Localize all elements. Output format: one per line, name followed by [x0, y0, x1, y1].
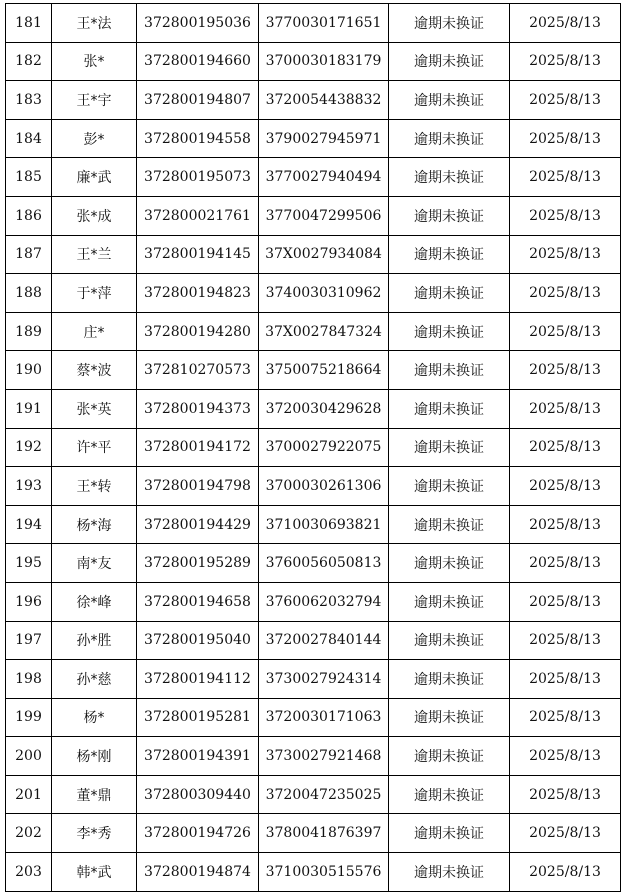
license-number-cell: 3720030429628 [259, 389, 389, 428]
table-row [6, 737, 621, 776]
row-number-cell: 203 [6, 853, 52, 892]
status-cell: 逾期未换证 [389, 42, 510, 81]
id-number-cell: 372800195040 [137, 621, 259, 660]
license-number-cell: 3770027940494 [259, 158, 389, 197]
date-cell: 2025/8/13 [510, 467, 621, 506]
license-number-cell: 3720054438832 [259, 81, 389, 120]
table-row [6, 81, 621, 120]
status-cell: 逾期未换证 [389, 274, 510, 313]
row-number-cell: 202 [6, 814, 52, 853]
date-cell: 2025/8/13 [510, 235, 621, 274]
id-number-cell: 372800194112 [137, 660, 259, 699]
row-number-cell: 195 [6, 544, 52, 583]
name-cell: 王*宇 [52, 81, 137, 120]
records-table [5, 3, 621, 892]
license-number-cell: 3770047299506 [259, 196, 389, 235]
table-row [6, 544, 621, 583]
name-cell: 董*鼎 [52, 775, 137, 814]
table-row [6, 621, 621, 660]
id-number-cell: 372810270573 [137, 351, 259, 390]
row-number-cell: 190 [6, 351, 52, 390]
table-row [6, 389, 621, 428]
status-cell: 逾期未换证 [389, 544, 510, 583]
license-number-cell: 3720030171063 [259, 698, 389, 737]
table-row [6, 235, 621, 274]
license-number-cell: 37X0027934084 [259, 235, 389, 274]
name-cell: 韩*武 [52, 853, 137, 892]
name-cell: 南*友 [52, 544, 137, 583]
table-row [6, 158, 621, 197]
status-cell: 逾期未换证 [389, 389, 510, 428]
date-cell: 2025/8/13 [510, 544, 621, 583]
status-cell: 逾期未换证 [389, 775, 510, 814]
date-cell: 2025/8/13 [510, 312, 621, 351]
license-number-cell: 3700030183179 [259, 42, 389, 81]
date-cell: 2025/8/13 [510, 737, 621, 776]
table-row [6, 853, 621, 892]
table-row [6, 312, 621, 351]
id-number-cell: 372800195036 [137, 4, 259, 43]
table-row [6, 582, 621, 621]
row-number-cell: 188 [6, 274, 52, 313]
license-number-cell: 3760056050813 [259, 544, 389, 583]
row-number-cell: 186 [6, 196, 52, 235]
date-cell: 2025/8/13 [510, 81, 621, 120]
status-cell: 逾期未换证 [389, 853, 510, 892]
row-number-cell: 201 [6, 775, 52, 814]
name-cell: 张*成 [52, 196, 137, 235]
license-number-cell: 3770030171651 [259, 4, 389, 43]
table-row [6, 274, 621, 313]
table-row [6, 698, 621, 737]
row-number-cell: 194 [6, 505, 52, 544]
name-cell: 李*秀 [52, 814, 137, 853]
name-cell: 徐*峰 [52, 582, 137, 621]
id-number-cell: 372800194798 [137, 467, 259, 506]
id-number-cell: 372800195073 [137, 158, 259, 197]
name-cell: 王*兰 [52, 235, 137, 274]
date-cell: 2025/8/13 [510, 42, 621, 81]
table-row [6, 814, 621, 853]
name-cell: 杨* [52, 698, 137, 737]
name-cell: 杨*刚 [52, 737, 137, 776]
date-cell: 2025/8/13 [510, 505, 621, 544]
status-cell: 逾期未换证 [389, 582, 510, 621]
table-row [6, 467, 621, 506]
row-number-cell: 196 [6, 582, 52, 621]
license-number-cell: 3710030515576 [259, 853, 389, 892]
id-number-cell: 372800194658 [137, 582, 259, 621]
license-number-cell: 3780041876397 [259, 814, 389, 853]
name-cell: 王*转 [52, 467, 137, 506]
status-cell: 逾期未换证 [389, 660, 510, 699]
license-number-cell: 37X0027847324 [259, 312, 389, 351]
status-cell: 逾期未换证 [389, 351, 510, 390]
date-cell: 2025/8/13 [510, 389, 621, 428]
id-number-cell: 372800195281 [137, 698, 259, 737]
status-cell: 逾期未换证 [389, 81, 510, 120]
license-number-cell: 3730027924314 [259, 660, 389, 699]
license-number-cell: 3790027945971 [259, 119, 389, 158]
row-number-cell: 185 [6, 158, 52, 197]
row-number-cell: 199 [6, 698, 52, 737]
id-number-cell: 372800194726 [137, 814, 259, 853]
row-number-cell: 191 [6, 389, 52, 428]
status-cell: 逾期未换证 [389, 119, 510, 158]
row-number-cell: 183 [6, 81, 52, 120]
table-row [6, 4, 621, 43]
id-number-cell: 372800194391 [137, 737, 259, 776]
status-cell: 逾期未换证 [389, 505, 510, 544]
row-number-cell: 197 [6, 621, 52, 660]
license-number-cell: 3740030310962 [259, 274, 389, 313]
name-cell: 王*法 [52, 4, 137, 43]
status-cell: 逾期未换证 [389, 158, 510, 197]
status-cell: 逾期未换证 [389, 196, 510, 235]
id-number-cell: 372800194823 [137, 274, 259, 313]
license-number-cell: 3750075218664 [259, 351, 389, 390]
license-number-cell: 3700027922075 [259, 428, 389, 467]
date-cell: 2025/8/13 [510, 351, 621, 390]
date-cell: 2025/8/13 [510, 428, 621, 467]
license-number-cell: 3700030261306 [259, 467, 389, 506]
row-number-cell: 193 [6, 467, 52, 506]
date-cell: 2025/8/13 [510, 196, 621, 235]
id-number-cell: 372800194373 [137, 389, 259, 428]
license-number-cell: 3720027840144 [259, 621, 389, 660]
name-cell: 蔡*波 [52, 351, 137, 390]
name-cell: 张* [52, 42, 137, 81]
id-number-cell: 372800195289 [137, 544, 259, 583]
status-cell: 逾期未换证 [389, 235, 510, 274]
name-cell: 孙*胜 [52, 621, 137, 660]
license-number-cell: 3710030693821 [259, 505, 389, 544]
table-row [6, 119, 621, 158]
row-number-cell: 192 [6, 428, 52, 467]
table-row [6, 428, 621, 467]
license-number-cell: 3730027921468 [259, 737, 389, 776]
license-number-cell: 3720047235025 [259, 775, 389, 814]
name-cell: 张*英 [52, 389, 137, 428]
status-cell: 逾期未换证 [389, 737, 510, 776]
date-cell: 2025/8/13 [510, 698, 621, 737]
status-cell: 逾期未换证 [389, 4, 510, 43]
date-cell: 2025/8/13 [510, 775, 621, 814]
id-number-cell: 372800309440 [137, 775, 259, 814]
name-cell: 于*萍 [52, 274, 137, 313]
id-number-cell: 372800194145 [137, 235, 259, 274]
id-number-cell: 372800194429 [137, 505, 259, 544]
status-cell: 逾期未换证 [389, 698, 510, 737]
id-number-cell: 372800194558 [137, 119, 259, 158]
status-cell: 逾期未换证 [389, 312, 510, 351]
date-cell: 2025/8/13 [510, 660, 621, 699]
date-cell: 2025/8/13 [510, 853, 621, 892]
id-number-cell: 372800194280 [137, 312, 259, 351]
date-cell: 2025/8/13 [510, 621, 621, 660]
name-cell: 许*平 [52, 428, 137, 467]
table-body [6, 4, 621, 892]
name-cell: 彭* [52, 119, 137, 158]
row-number-cell: 189 [6, 312, 52, 351]
table-row [6, 660, 621, 699]
status-cell: 逾期未换证 [389, 428, 510, 467]
date-cell: 2025/8/13 [510, 582, 621, 621]
name-cell: 庄* [52, 312, 137, 351]
date-cell: 2025/8/13 [510, 274, 621, 313]
id-number-cell: 372800194874 [137, 853, 259, 892]
table-row [6, 196, 621, 235]
table-row [6, 505, 621, 544]
row-number-cell: 198 [6, 660, 52, 699]
row-number-cell: 187 [6, 235, 52, 274]
row-number-cell: 184 [6, 119, 52, 158]
status-cell: 逾期未换证 [389, 467, 510, 506]
table-row [6, 775, 621, 814]
license-number-cell: 3760062032794 [259, 582, 389, 621]
table-row [6, 42, 621, 81]
row-number-cell: 200 [6, 737, 52, 776]
name-cell: 廉*武 [52, 158, 137, 197]
row-number-cell: 182 [6, 42, 52, 81]
date-cell: 2025/8/13 [510, 119, 621, 158]
date-cell: 2025/8/13 [510, 814, 621, 853]
status-cell: 逾期未换证 [389, 621, 510, 660]
id-number-cell: 372800194172 [137, 428, 259, 467]
id-number-cell: 372800194660 [137, 42, 259, 81]
row-number-cell: 181 [6, 4, 52, 43]
name-cell: 孙*慈 [52, 660, 137, 699]
table-row [6, 351, 621, 390]
id-number-cell: 372800194807 [137, 81, 259, 120]
date-cell: 2025/8/13 [510, 4, 621, 43]
name-cell: 杨*海 [52, 505, 137, 544]
date-cell: 2025/8/13 [510, 158, 621, 197]
status-cell: 逾期未换证 [389, 814, 510, 853]
id-number-cell: 372800021761 [137, 196, 259, 235]
